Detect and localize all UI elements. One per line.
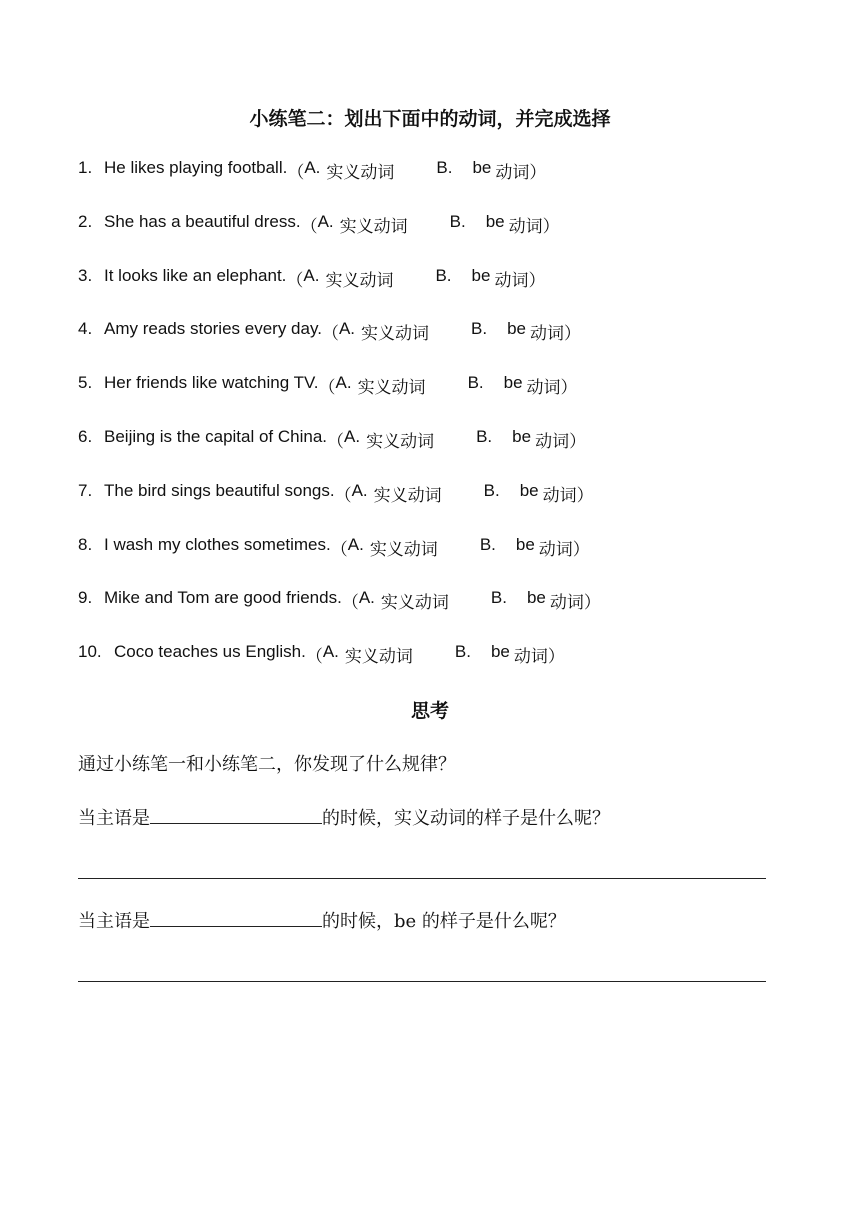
question-list — [78, 158, 798, 696]
option-b-text: 动词 — [494, 270, 529, 291]
question-row — [78, 266, 798, 320]
option-a-text: 实义动词 — [361, 324, 429, 345]
option-b-text: 动词 — [529, 324, 564, 345]
question-sentence: Mike and Tom are good friends. — [104, 588, 342, 608]
option-a-text: 实义动词 — [357, 378, 426, 399]
option-b-label: B. — [479, 534, 496, 554]
option-b-label: B. — [449, 211, 466, 231]
option-a-label: A. — [317, 211, 334, 231]
option-b-be: be — [472, 158, 492, 177]
question-sentence: I wash my clothes sometimes. — [104, 534, 331, 554]
option-b-text: 动词 — [508, 216, 543, 237]
question-row — [78, 212, 798, 266]
question-row — [78, 427, 798, 481]
paren-close: ） — [572, 539, 590, 559]
option-b-be: be — [490, 642, 510, 662]
question-number: 3. — [78, 265, 93, 285]
option-a-label: A. — [347, 534, 364, 554]
option-b-text: 动词 — [535, 431, 570, 452]
option-a-label: A. — [335, 373, 352, 393]
option-a-text: 实义动词 — [344, 647, 413, 668]
option-b-label: B. — [454, 642, 471, 662]
subject-blank-2[interactable] — [150, 908, 322, 927]
paren-open: （ — [321, 324, 339, 344]
option-a-text: 实义动词 — [380, 593, 449, 614]
fill-prefix: 当主语是 — [78, 808, 150, 829]
subject-blank-1[interactable] — [150, 805, 322, 824]
think-title: 思考 — [410, 700, 449, 722]
paren-close: ） — [569, 431, 587, 451]
question-sentence: He likes playing football. — [104, 158, 288, 177]
question-row — [78, 588, 798, 642]
option-a-label: A. — [304, 158, 321, 177]
option-a-text: 实义动词 — [366, 431, 435, 452]
option-b-text: 动词 — [495, 163, 530, 183]
question-number: 9. — [78, 588, 93, 608]
paren-open: （ — [327, 431, 345, 451]
option-a-text: 实义动词 — [325, 270, 394, 291]
question-sentence: Amy reads stories every day. — [104, 319, 322, 339]
paren-open: （ — [286, 270, 304, 290]
fill-in-verb-form — [78, 804, 610, 830]
fill-in-be-form — [78, 907, 566, 933]
option-a-label: A. — [351, 480, 368, 500]
paren-close: ） — [547, 647, 565, 667]
option-a-label: A. — [338, 319, 355, 339]
fill-prefix: 当主语是 — [78, 911, 150, 932]
question-number: 10. — [78, 642, 102, 662]
option-b-label: B. — [490, 588, 507, 608]
option-b-label: B. — [435, 265, 452, 285]
option-a-text: 实义动词 — [369, 539, 438, 560]
question-number: 2. — [78, 211, 93, 231]
option-b-be: be — [519, 480, 539, 500]
question-number: 1. — [78, 158, 93, 177]
paren-open: （ — [305, 647, 323, 667]
option-b-be: be — [485, 211, 505, 231]
option-b-text: 动词 — [538, 539, 573, 560]
option-b-label: B. — [436, 158, 453, 177]
option-b-be: be — [507, 319, 526, 339]
option-b-text: 动词 — [549, 593, 584, 614]
question-sentence: It looks like an elephant. — [104, 265, 287, 285]
option-b-label: B. — [467, 373, 484, 393]
paren-open: （ — [330, 539, 348, 559]
question-number: 8. — [78, 534, 93, 554]
option-a-label: A. — [322, 642, 339, 662]
question-number: 4. — [78, 319, 93, 339]
option-b-text: 动词 — [513, 647, 548, 668]
option-b-label: B. — [471, 319, 488, 339]
exercise-title: 小练笔二：划出下面中的动词，并完成选择 — [249, 108, 611, 130]
question-row — [78, 319, 798, 373]
option-b-be: be — [526, 588, 546, 608]
option-b-text: 动词 — [526, 378, 561, 399]
question-sentence: She has a beautiful dress. — [104, 211, 301, 231]
option-a-label: A. — [303, 265, 320, 285]
paren-close: ） — [583, 593, 601, 613]
question-row — [78, 642, 798, 696]
paren-open: （ — [300, 216, 318, 236]
question-number: 5. — [78, 373, 93, 393]
fill-suffix: 的时候，be 的样子是什么呢？ — [322, 911, 566, 932]
fill-suffix: 的时候，实义动词的样子是什么呢？ — [322, 808, 610, 829]
think-question: 通过小练笔一和小练笔二，你发现了什么规律？ — [78, 754, 456, 775]
paren-close: ） — [576, 485, 594, 505]
paren-close: ） — [528, 270, 546, 290]
option-a-text: 实义动词 — [339, 216, 408, 237]
paren-open: （ — [341, 593, 359, 613]
option-b-be: be — [515, 534, 535, 554]
option-a-text: 实义动词 — [373, 485, 442, 506]
question-row — [78, 158, 798, 212]
paren-close: ） — [563, 324, 581, 344]
option-a-label: A. — [344, 426, 361, 446]
option-a-text: 实义动词 — [326, 163, 395, 183]
option-b-label: B. — [476, 426, 493, 446]
paren-close: ） — [560, 378, 578, 398]
paren-open: （ — [318, 378, 336, 398]
option-b-label: B. — [483, 480, 500, 500]
question-row — [78, 535, 798, 589]
question-sentence: Coco teaches us English. — [114, 642, 306, 662]
question-sentence: Beijing is the capital of China. — [104, 426, 328, 446]
option-b-be: be — [503, 373, 523, 393]
paren-open: （ — [287, 163, 305, 182]
question-row — [78, 373, 798, 427]
paren-open: （ — [334, 485, 352, 505]
paren-close: ） — [542, 216, 560, 236]
answer-line-1[interactable] — [78, 878, 766, 879]
question-number: 7. — [78, 480, 93, 500]
option-a-label: A. — [358, 588, 375, 608]
option-b-be: be — [512, 426, 532, 446]
question-number: 6. — [78, 426, 93, 446]
question-sentence: Her friends like watching TV. — [104, 373, 319, 393]
option-b-text: 动词 — [542, 485, 577, 506]
question-row — [78, 481, 798, 535]
option-b-be: be — [471, 265, 491, 285]
paren-close: ） — [529, 163, 547, 182]
answer-line-2[interactable] — [78, 981, 766, 982]
question-sentence: The bird sings beautiful songs. — [104, 480, 335, 500]
